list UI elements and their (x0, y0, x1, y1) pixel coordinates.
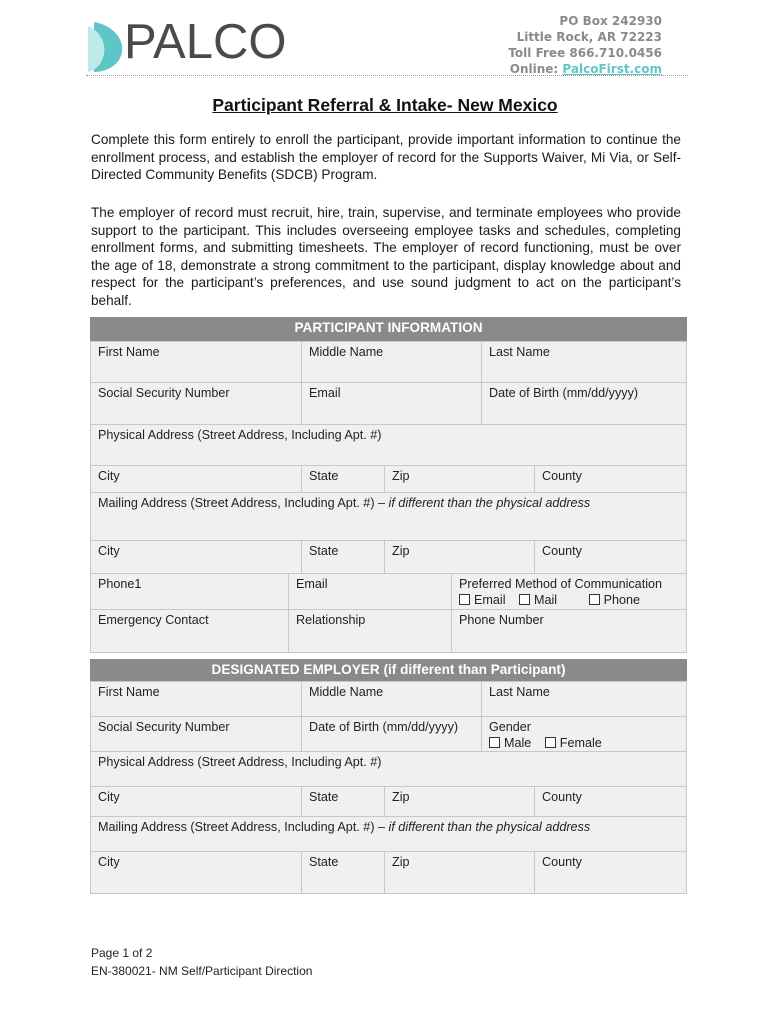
zip-label: Zip (392, 790, 410, 804)
form-id: EN-380021- NM Self/Participant Direction (91, 964, 313, 978)
participant-zip-field[interactable] (384, 465, 535, 493)
participant-phone-number-field[interactable] (451, 609, 687, 653)
county-label: County (542, 855, 582, 869)
header-divider (86, 75, 688, 76)
ssn-label: Social Security Number (98, 386, 230, 400)
employer-last-name-field[interactable] (481, 681, 687, 717)
email-label: Email (309, 386, 341, 400)
online-label: Online: (509, 62, 559, 76)
po-box: PO Box 242930 (559, 14, 662, 28)
county-label: County (542, 544, 582, 558)
participant-mailing-address-field[interactable] (90, 492, 687, 541)
county-label: County (542, 790, 582, 804)
city-label: City (98, 855, 120, 869)
gender-female-option[interactable] (545, 736, 602, 750)
participant-county-field[interactable] (534, 465, 687, 493)
gender-male-label: Male (504, 736, 532, 750)
comm-phone-label: Phone (603, 593, 641, 607)
participant-email-field[interactable] (301, 382, 482, 425)
checkbox-icon[interactable] (545, 737, 556, 748)
mailing-address-label: Mailing Address (Street Address, Including Apt. #) – (98, 820, 386, 834)
online-link[interactable]: PalcoFirst.com (562, 62, 662, 76)
preferred-comm-label: Preferred Method of Communication (459, 577, 662, 591)
employer-mailing-address-field[interactable] (90, 816, 687, 852)
participant-phone1-field[interactable] (90, 573, 289, 610)
employer-ssn-field[interactable] (90, 716, 302, 752)
logo-text: PALCO (124, 15, 287, 69)
last-name-label: Last Name (489, 345, 550, 359)
participant-email2-field[interactable] (288, 573, 452, 610)
county-label: County (542, 469, 582, 483)
intro-paragraph-1: Complete this form entirely to enroll the participant, provide important information to continue the enrollment process, and establish the employer of record for the Supports Waiver, Mi Via, or Self-Directed Community Benefits (SDCB) Program. (91, 132, 681, 183)
zip-label: Zip (392, 469, 410, 483)
participant-ssn-field[interactable] (90, 382, 302, 425)
participant-relationship-field[interactable] (288, 609, 452, 653)
checkbox-icon[interactable] (519, 594, 530, 605)
checkbox-icon[interactable] (489, 737, 500, 748)
employer-mailing-city-field[interactable] (90, 851, 302, 894)
relationship-label: Relationship (296, 613, 366, 627)
employer-middle-name-field[interactable] (301, 681, 482, 717)
participant-middle-name-field[interactable] (301, 341, 482, 383)
participant-last-name-field[interactable] (481, 341, 687, 383)
participant-first-name-field[interactable] (90, 341, 302, 383)
employer-mailing-zip-field[interactable] (384, 851, 535, 894)
first-name-label: First Name (98, 685, 160, 699)
city-label: City (98, 544, 120, 558)
middle-name-label: Middle Name (309, 345, 384, 359)
employer-mailing-state-field[interactable] (301, 851, 385, 894)
zip-label: Zip (392, 544, 410, 558)
employer-section (90, 659, 687, 894)
contact-block (508, 13, 662, 77)
comm-mail-option[interactable] (519, 593, 557, 607)
participant-state-field[interactable] (301, 465, 385, 493)
participant-section (90, 317, 687, 643)
email-label: Email (296, 577, 328, 591)
employer-state-field[interactable] (301, 786, 385, 817)
city-label: City (98, 469, 120, 483)
city-label: City (98, 790, 120, 804)
page-number: Page 1 of 2 (91, 946, 153, 960)
employer-dob-field[interactable] (301, 716, 482, 752)
state-label: State (309, 469, 339, 483)
ssn-label: Social Security Number (98, 720, 230, 734)
page-title: Participant Referral & Intake- New Mexico (212, 95, 558, 115)
middle-name-label: Middle Name (309, 685, 384, 699)
employer-mailing-county-field[interactable] (534, 851, 687, 894)
first-name-label: First Name (98, 345, 160, 359)
participant-physical-address-field[interactable] (90, 424, 687, 466)
gender-female-label: Female (559, 736, 602, 750)
gender-male-option[interactable] (489, 736, 531, 750)
city-state-zip: Little Rock, AR 72223 (516, 30, 662, 44)
participant-emergency-contact-field[interactable] (90, 609, 289, 653)
checkbox-icon[interactable] (589, 594, 600, 605)
emergency-contact-label: Emergency Contact (98, 613, 209, 627)
mailing-address-note: if different than the physical address (388, 820, 591, 834)
employer-gender-field (481, 716, 687, 752)
comm-email-option[interactable] (459, 593, 506, 607)
physical-address-label: Physical Address (Street Address, Including Apt. #) (98, 428, 382, 442)
mailing-address-note: if different than the physical address (388, 496, 591, 510)
employer-first-name-field[interactable] (90, 681, 302, 717)
participant-dob-field[interactable] (481, 382, 687, 425)
employer-city-field[interactable] (90, 786, 302, 817)
participant-mailing-city-field[interactable] (90, 540, 302, 574)
dob-label: Date of Birth (mm/dd/yyyy) (489, 386, 639, 400)
comm-phone-option[interactable] (589, 593, 640, 607)
dob-label: Date of Birth (mm/dd/yyyy) (309, 720, 459, 734)
phone1-label: Phone1 (98, 577, 142, 591)
checkbox-icon[interactable] (459, 594, 470, 605)
physical-address-label: Physical Address (Street Address, Including Apt. #) (98, 755, 382, 769)
last-name-label: Last Name (489, 685, 550, 699)
mailing-address-label: Mailing Address (Street Address, Including Apt. #) – (98, 496, 386, 510)
comm-email-label: Email (474, 593, 506, 607)
employer-zip-field[interactable] (384, 786, 535, 817)
participant-heading: PARTICIPANT INFORMATION (90, 317, 687, 341)
page-footer (91, 944, 312, 980)
zip-label: Zip (392, 855, 410, 869)
state-label: State (309, 855, 339, 869)
employer-heading: DESIGNATED EMPLOYER (if different than Participant) (90, 659, 687, 681)
employer-physical-address-field[interactable] (90, 751, 687, 787)
phone-number-label: Phone Number (459, 613, 544, 627)
toll-free: Toll Free 866.710.0456 (508, 46, 662, 60)
participant-preferred-comm-field (451, 573, 687, 610)
gender-label: Gender (489, 720, 532, 734)
state-label: State (309, 544, 339, 558)
employer-county-field[interactable] (534, 786, 687, 817)
participant-mailing-state-field[interactable] (301, 540, 385, 574)
comm-mail-label: Mail (534, 593, 558, 607)
participant-mailing-zip-field[interactable] (384, 540, 535, 574)
participant-city-field[interactable] (90, 465, 302, 493)
state-label: State (309, 790, 339, 804)
intro-paragraph-2: The employer of record must recruit, hire, train, supervise, and terminate employees who provide support to the participant. This includes overseeing employee tasks and schedules, completing enrollment forms, and submitting timesheets. The employer of record functioning, must be over the age of 18, demonstrate a strong commitment to the participant, display knowledge about and respect for the participant’s preferences, and use sound judgment to act on the participant’s behalf. (91, 205, 681, 308)
participant-mailing-county-field[interactable] (534, 540, 687, 574)
